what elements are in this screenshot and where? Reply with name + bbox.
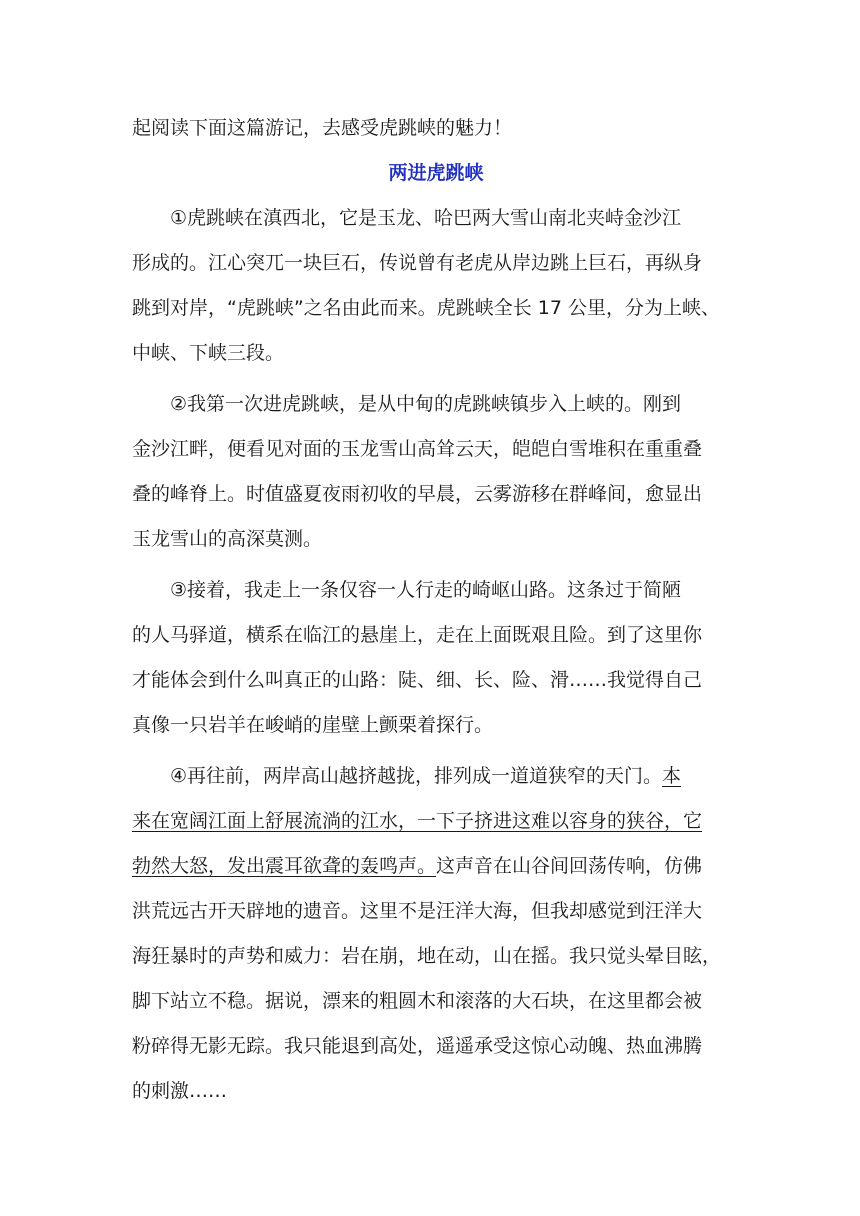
paragraph-line: 海狂暴时的声势和威力：岩在崩，地在动，山在摇。我只觉头晕目眩， bbox=[132, 945, 722, 967]
paragraph-2 bbox=[132, 382, 732, 562]
paragraph-text: 这声音在山谷间回荡传响，仿佛 bbox=[436, 855, 703, 877]
paragraph-line: 的人马驿道，横系在临江的悬崖上，走在上面既艰且险。到了这里你 bbox=[132, 624, 703, 646]
paragraph-line: 真像一只岩羊在峻峭的崖壁上颤栗着探行。 bbox=[132, 714, 494, 736]
paragraph-line: 金沙江畔，便看见对面的玉龙雪山高耸云天，皑皑白雪堆积在重重叠 bbox=[132, 438, 703, 460]
paragraph-line: 的刺激…… bbox=[132, 1080, 228, 1102]
paragraph-line: 中峡、下峡三段。 bbox=[132, 342, 285, 364]
paragraph-line: 才能体会到什么叫真正的山路：陡、细、长、险、滑……我觉得自己 bbox=[132, 669, 703, 691]
paragraph-line: 洪荒远古开天辟地的遗音。这里不是汪洋大海，但我却感觉到汪洋大 bbox=[132, 900, 703, 922]
paragraph-4 bbox=[132, 754, 732, 1114]
intro-line: 起阅读下面这篇游记，去感受虎跳峡的魅力！ bbox=[132, 117, 513, 139]
article-title: 两进虎跳峡 bbox=[388, 162, 484, 184]
paragraph-line: ③接着，我走上一条仅容一人行走的崎岖山路。这条过于简陋 bbox=[170, 579, 682, 601]
paragraph-line: 形成的。江心突兀一块巨石，传说曾有老虎从岸边跳上巨石，再纵身 bbox=[132, 252, 703, 274]
paragraph-text: ④再往前，两岸高山越挤越拢，排列成一道道狭窄的天门。 bbox=[170, 765, 663, 787]
paragraph-line: ①虎跳峡在滇西北，它是玉龙、哈巴两大雪山南北夹峙金沙江 bbox=[170, 207, 682, 229]
paragraph-line: 粉碎得无影无踪。我只能退到高处，遥遥承受这惊心动魄、热血沸腾 bbox=[132, 1035, 703, 1057]
paragraph-line bbox=[132, 754, 732, 799]
underlined-sentence: 本 bbox=[662, 765, 682, 787]
paragraph-line: 脚下站立不稳。据说，漂来的粗圆木和滚落的大石块，在这里都会被 bbox=[132, 990, 703, 1012]
paragraph-line: 叠的峰脊上。时值盛夏夜雨初收的早晨，云雾游移在群峰间，愈显出 bbox=[132, 483, 703, 505]
paragraph-3 bbox=[132, 568, 732, 748]
underlined-sentence: 来在宽阔江面上舒展流淌的江水，一下子挤进这难以容身的狭谷，它 bbox=[132, 810, 703, 832]
article bbox=[132, 106, 732, 1114]
paragraph-line: 跳到对岸，“虎跳峡”之名由此而来。虎跳峡全长 17 公里，分为上峡、 bbox=[132, 297, 720, 319]
underlined-sentence: 勃然大怒，发出震耳欲聋的轰鸣声。 bbox=[132, 855, 437, 877]
paragraph-1 bbox=[132, 196, 732, 376]
paragraph-line bbox=[132, 799, 732, 844]
paragraph-line: ②我第一次进虎跳峡，是从中甸的虎跳峡镇步入上峡的。刚到 bbox=[170, 393, 682, 415]
paragraph-line bbox=[132, 844, 732, 889]
paragraph-line: 玉龙雪山的高深莫测。 bbox=[132, 528, 323, 550]
